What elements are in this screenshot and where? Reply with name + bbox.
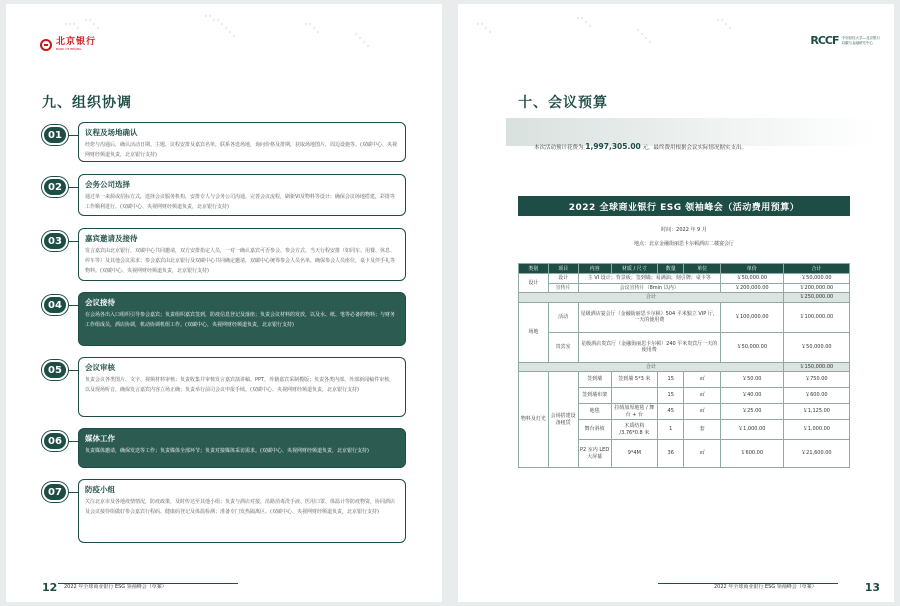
table-row — [519, 302, 850, 332]
item-number: 05 — [42, 360, 68, 380]
total-cell: ￥750.00 — [783, 372, 849, 388]
unit-cell: ㎡ — [684, 440, 720, 468]
connector-line — [68, 241, 78, 242]
table-row — [519, 372, 850, 388]
page-footer: 2022 年全球商业银行 ESG 领袖峰会（草案） — [714, 584, 817, 590]
column-header: 项目 — [548, 264, 578, 274]
connector-line — [68, 441, 78, 442]
item-number: 04 — [42, 295, 68, 315]
section-title: 九、组织协调 — [42, 95, 132, 111]
column-header: 单价 — [720, 264, 783, 274]
column-header: 合计 — [783, 264, 849, 274]
qty-cell: 36 — [657, 440, 683, 468]
item-title: 媒体工作 — [85, 434, 115, 443]
item-card-highlight — [78, 428, 406, 468]
content-cell: 舞台斜坡 — [578, 420, 611, 440]
item-body: 负责媒体邀请，确保发送等工作；负责媒体全部环节；负责对接媒体采访需求。(双碳中心、央视网财经频道负责，北京银行支持) — [85, 448, 369, 454]
item-card — [78, 122, 406, 162]
item-body: 在会场各出入口组织引导参会嘉宾；负责组织嘉宾签到，防疫信息登记及落座；负责会议材料的发放，以及水、纸、笔等必备的物料；与财务工作组成员，酒店协调，机动协调机组工作。(双碳中心，央视网财经频道负责，北京银行支持) — [85, 312, 396, 328]
page-footer: 2022 年全球商业银行 ESG 领袖峰会（草案） — [64, 584, 167, 590]
item-title: 会议审核 — [85, 363, 115, 372]
unit-cell: ㎡ — [684, 372, 720, 388]
category-cell: 场地 — [519, 302, 549, 362]
item-card-highlight — [78, 292, 406, 346]
bank-logo-icon — [40, 39, 52, 51]
item-card — [78, 228, 406, 281]
budget-note-prefix: 本次活动预计花费为 — [534, 145, 584, 151]
unit-price-cell: ￥50.00 — [720, 372, 783, 388]
category-cell: 物料及灯光 — [519, 372, 549, 468]
item-number: 02 — [42, 177, 68, 197]
total-cell: ￥50,000.00 — [783, 274, 849, 284]
item-body: 通过单一来源或招标方式，选择会议服务机构，安排专人与会务公司沟通，完善会议流程，刷新VI及物料等设计；确保会议场地搭建，彩排等工作顺利进行。(双碳中心、央视网财经频道负责，北京银行支持) — [85, 194, 395, 210]
rccf-text-line-1: 中央财经大学—北京银行 — [841, 35, 880, 40]
subtotal-value: ￥150,000.00 — [783, 362, 849, 372]
list-item — [42, 357, 406, 417]
content-cell: 签到墙布架 — [578, 388, 611, 404]
subtotal-label: 合计 — [519, 362, 784, 372]
connector-line — [68, 305, 78, 306]
item-title: 会议接待 — [85, 298, 115, 307]
item-body: 经您与沟通后，确认活动日期、主题、议程安排及嘉宾名单，联系各选场地，询问价格及排期，获取场地图片，周边设施等。(双碳中心、央视网财经频道负责，北京银行支持) — [85, 142, 397, 158]
content-cell: 地毯 — [578, 404, 611, 420]
subtotal-value: ￥250,000.00 — [783, 293, 849, 303]
qty-cell: 45 — [657, 404, 683, 420]
connector-line — [68, 135, 78, 136]
item-cell: 会场搭建设备租赁 — [548, 372, 578, 468]
rccf-mark: RCCF — [810, 34, 839, 47]
unit-cell: 套 — [684, 420, 720, 440]
item-number: 07 — [42, 482, 68, 502]
content-cell: 星级酒店宴会厅（金融街丽思卡尔顿）504 平米独立 VIP 厅，一天的使用费 — [578, 302, 720, 332]
table-row — [519, 332, 850, 362]
content-cell: P2 室内 LED 大屏幕 — [578, 440, 611, 468]
unit-cell: ㎡ — [684, 388, 720, 404]
item-card — [78, 174, 406, 216]
item-body: 关注北京市及各地疫情情况，防疫政策，及时传达至其他小组；负责与酒店对接，沿路消毒洗手液、医用口罩、体温计等防疫物资，协同酒店及会议接待组做好参会嘉宾行程码、健康码登记及体温检测；准备专门发热隔离区。(双碳中心、央视网财经频道负责，北京银行支持) — [85, 499, 396, 515]
qty-cell: 1 — [657, 420, 683, 440]
page-number: 12 — [42, 581, 58, 594]
list-item — [42, 174, 406, 216]
total-cell: ￥50,000.00 — [783, 332, 849, 362]
column-header: 数量 — [657, 264, 683, 274]
spec-cell: 9*4M — [611, 440, 657, 468]
item-title: 嘉宾邀请及接待 — [85, 234, 138, 243]
total-cell: ￥1,125.00 — [783, 404, 849, 420]
connector-line — [68, 370, 78, 371]
content-cell: 会议宣传片（8min 以内） — [578, 283, 720, 293]
subtotal-row — [519, 362, 850, 372]
content-cell: 星级酒店贵宾厅（金融街丽思卡尔顿）240 平米贵宾厅一天的使用费 — [578, 332, 720, 362]
event-time: 时间：2022 年 9 月 — [661, 227, 707, 233]
total-cell: ￥200,000.00 — [783, 283, 849, 293]
item-title: 防疫小组 — [85, 485, 115, 494]
column-header: 单位 — [684, 264, 720, 274]
unit-price-cell: ￥1,000.00 — [720, 420, 783, 440]
list-item — [42, 228, 406, 281]
item-cell: 宣传片 — [548, 283, 578, 293]
bank-name-en: BANK OF BEIJING — [56, 47, 82, 51]
column-header: 类别 — [519, 264, 549, 274]
item-title: 议程及场地确认 — [85, 128, 138, 137]
budget-note-suffix: 元，最终费用根据会议实际情况据实支出。 — [642, 145, 748, 151]
column-header: 材质 / 尺寸 — [611, 264, 657, 274]
table-header-row — [519, 264, 850, 274]
table-title: 2022 全球商业银行 ESG 领袖峰会（活动费用预算） — [518, 196, 850, 216]
list-item — [42, 122, 406, 162]
item-body: 发言嘉宾由北京银行、双碳中心共同邀请，双方安排指定人员，一对一确认嘉宾可否参会、参会方式、当天行程安排（如同车、用餐、休息、停车等）及其他会议需求；参会嘉宾由北京银行及双碳中心共同确定邀请，双碳中心统筹参会人员名单，确保参会人员座位，桌卡及伴手礼等物料。(双碳中心、央视网财经频道负责，北京银行支持) — [85, 248, 396, 274]
unit-price-cell: ￥50,000.00 — [720, 332, 783, 362]
item-cell: 活动 — [548, 302, 578, 332]
qty-cell: 15 — [657, 372, 683, 388]
list-item — [42, 479, 406, 543]
connector-line — [68, 187, 78, 188]
subtotal-row — [519, 293, 850, 303]
bank-name: 北京银行 — [56, 37, 97, 47]
item-body: 负责会议各类图片、文字、视频材料审核；负责收集并审核发言嘉宾演讲稿、PPT，外籍嘉宾采制模版；负责各类内部、外部新闻稿件审核，以及现场听音，确保发言嘉宾内容立场正确；负责举行前司会议申报手续。(双碳中心、央视网财经频道负责，北京银行支持) — [85, 377, 395, 393]
spec-cell: 木质结构 /3.76*0.8 米 — [611, 420, 657, 440]
item-title: 会务公司选择 — [85, 180, 130, 189]
footer-rule — [58, 583, 238, 584]
unit-price-cell: ￥600.00 — [720, 440, 783, 468]
qty-cell: 15 — [657, 388, 683, 404]
unit-price-cell: ￥40.00 — [720, 388, 783, 404]
unit-price-cell: ￥50,000.00 — [720, 274, 783, 284]
budget-table — [518, 263, 850, 468]
budget-total: 1,997,305.00 — [585, 142, 641, 151]
page-number: 13 — [864, 581, 880, 594]
subtotal-label: 合计 — [519, 293, 784, 303]
item-card — [78, 479, 406, 543]
list-item — [42, 292, 406, 346]
total-cell: ￥600.00 — [783, 388, 849, 404]
total-cell: ￥100,000.00 — [783, 302, 849, 332]
unit-price-cell: ￥200,000.00 — [720, 283, 783, 293]
rccf-logo — [810, 34, 880, 47]
spec-cell: 签到墙 5*3 米 — [611, 372, 657, 388]
total-cell: ￥1,000.00 — [783, 420, 849, 440]
budget-note — [534, 142, 747, 151]
item-cell: 设计 — [548, 274, 578, 284]
table-row — [519, 283, 850, 293]
left-page — [6, 4, 442, 602]
content-cell: 主 VI 设计；背景板；签到墙；易满油；刻引牌；桌卡等 — [578, 274, 720, 284]
spec-cell: 拉绒加厚地毯 / 舞台 + 台 — [611, 404, 657, 420]
item-number: 06 — [42, 431, 68, 451]
connector-line — [68, 492, 78, 493]
event-location: 地点：北京金融街丽思卡尔顿酒店二楼宴会厅 — [633, 241, 734, 247]
section-title: 十、会议预算 — [518, 95, 608, 111]
spec-cell — [611, 388, 657, 404]
rccf-text-line-2: 双碳与金融研究中心 — [841, 40, 873, 45]
total-cell: ￥21,600.00 — [783, 440, 849, 468]
unit-price-cell: ￥25.00 — [720, 404, 783, 420]
unit-price-cell: ￥100,000.00 — [720, 302, 783, 332]
category-cell: 设计 — [519, 274, 549, 293]
list-item — [42, 428, 406, 468]
column-header: 内容 — [578, 264, 611, 274]
unit-cell: ㎡ — [684, 404, 720, 420]
table-row — [519, 274, 850, 284]
right-page — [458, 4, 894, 602]
item-number: 01 — [42, 125, 68, 145]
bank-logo — [40, 38, 96, 51]
content-cell: 签到墙 — [578, 372, 611, 388]
item-cell: 贵宾室 — [548, 332, 578, 362]
world-map-decoration — [458, 4, 894, 94]
item-number: 03 — [42, 231, 68, 251]
item-card — [78, 357, 406, 417]
